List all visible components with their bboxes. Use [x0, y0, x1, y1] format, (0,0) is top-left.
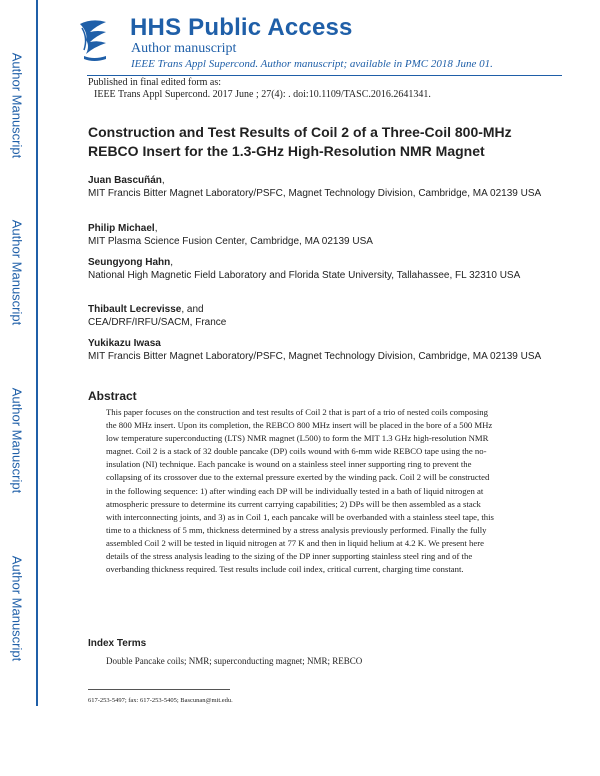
author-name: Yukikazu Iwasa: [88, 338, 161, 349]
author-name: Philip Michael: [88, 223, 155, 234]
header-divider: [87, 75, 562, 76]
index-terms-text: Double Pancake coils; NMR; superconducting magnet; NMR; REBCO: [106, 656, 363, 666]
hhs-eagle-icon: [76, 16, 112, 64]
author-entry: [88, 337, 558, 363]
author-entry: [88, 303, 558, 329]
author-suffix: ,: [154, 223, 158, 234]
author-suffix: , and: [181, 304, 204, 315]
abstract-heading: Abstract: [88, 389, 137, 403]
published-label: Published in final edited form as:: [88, 77, 222, 88]
author-entry: [88, 174, 558, 200]
publication-reference: IEEE Trans Appl Supercond. 2017 June ; 27(4): . doi:10.1109/TASC.2016.2641341.: [94, 89, 431, 100]
side-label-author-manuscript: Author Manuscript: [9, 387, 25, 493]
citation-journal: IEEE Trans Appl Supercond. Author manuscript; available in PMC 2018 June 01.: [131, 58, 493, 70]
author-entry: [88, 222, 558, 248]
abstract-text: This paper focuses on the construction and test results of Coil 2 that is part of a trio of nested coils composing the 800 MHz insert. Upon its completion, the REBCO 800 MHz insert will be placed in the bore of a 500 MHz low temperature superconducting (LTS) NMR magnet (L500) to form the MIT 1.3 GHz high-resolution NMR magnet. Coil 2 is a stack of 32 double pancake (DP) coils wound with 6-mm wide REBCO tape using the no-insulation (NI) technique. Each pancake is wound on a stainless steel inner supporting ring to prevent the collapsing of its crossover due to the external pressure exerted by the winding pack. Coil 2 will be constructed in the following sequence: 1) after winding each DP will be individually tested in a bath of liquid nitrogen at atmospheric pressure to determine its current carrying capabilities; 2) DPs will be then assembled as a stack with interconnecting joints, and 3) as in Coil 1, each pancake will be overbanded with a stainless steel tape, this time to a thickness of 5 mm, thickness determined by a stress analysis previously performed. Finally the fully assembled Coil 2 will be tested in liquid nitrogen at 77 K and then in liquid helium at 4.2 K. We present here details of the stress analysis leading to the sizing of the DP inner supporting stainless steel ring and of the overbanding thickness required. Test results include coil index, critical current, charging time constant.: [106, 407, 494, 575]
hhs-public-access-title: HHS Public Access: [130, 14, 353, 41]
footnote-contact: 617-253-5497; fax: 617-253-5405; Bascunan@mit.edu.: [88, 697, 233, 704]
author-name: Seungyong Hahn: [88, 257, 171, 268]
author-name: Juan Bascuñán: [88, 175, 162, 186]
author-affiliation: National High Magnetic Field Laboratory and Florida State University, Tallahassee, FL 32310 USA: [88, 270, 521, 281]
author-suffix: ,: [161, 175, 165, 186]
footnote-divider: [88, 689, 230, 690]
author-entry: [88, 256, 558, 282]
index-terms-heading: Index Terms: [88, 638, 147, 649]
abstract-body: [106, 406, 498, 576]
author-affiliation: MIT Plasma Science Fusion Center, Cambridge, MA 02139 USA: [88, 236, 373, 247]
author-affiliation: CEA/DRF/IRFU/SACM, France: [88, 317, 227, 328]
paper-title: Construction and Test Results of Coil 2 of a Three-Coil 800-MHz REBCO Insert for the 1.3-GHz High-Resolution NMR Magnet: [88, 124, 512, 159]
journal-citation: [131, 58, 493, 70]
author-suffix: ,: [170, 257, 174, 268]
author-manuscript-sidebar-rule: [36, 0, 38, 706]
author-manuscript-subtitle: Author manuscript: [131, 41, 237, 56]
side-label-author-manuscript: Author Manuscript: [9, 555, 25, 661]
side-label-author-manuscript: Author Manuscript: [9, 52, 25, 158]
author-affiliation: MIT Francis Bitter Magnet Laboratory/PSFC, Magnet Technology Division, Cambridge, MA 02139 USA: [88, 351, 542, 362]
author-affiliation: MIT Francis Bitter Magnet Laboratory/PSFC, Magnet Technology Division, Cambridge, MA 02139 USA: [88, 188, 542, 199]
side-label-author-manuscript: Author Manuscript: [9, 219, 25, 325]
author-name: Thibault Lecrevisse: [88, 304, 182, 315]
